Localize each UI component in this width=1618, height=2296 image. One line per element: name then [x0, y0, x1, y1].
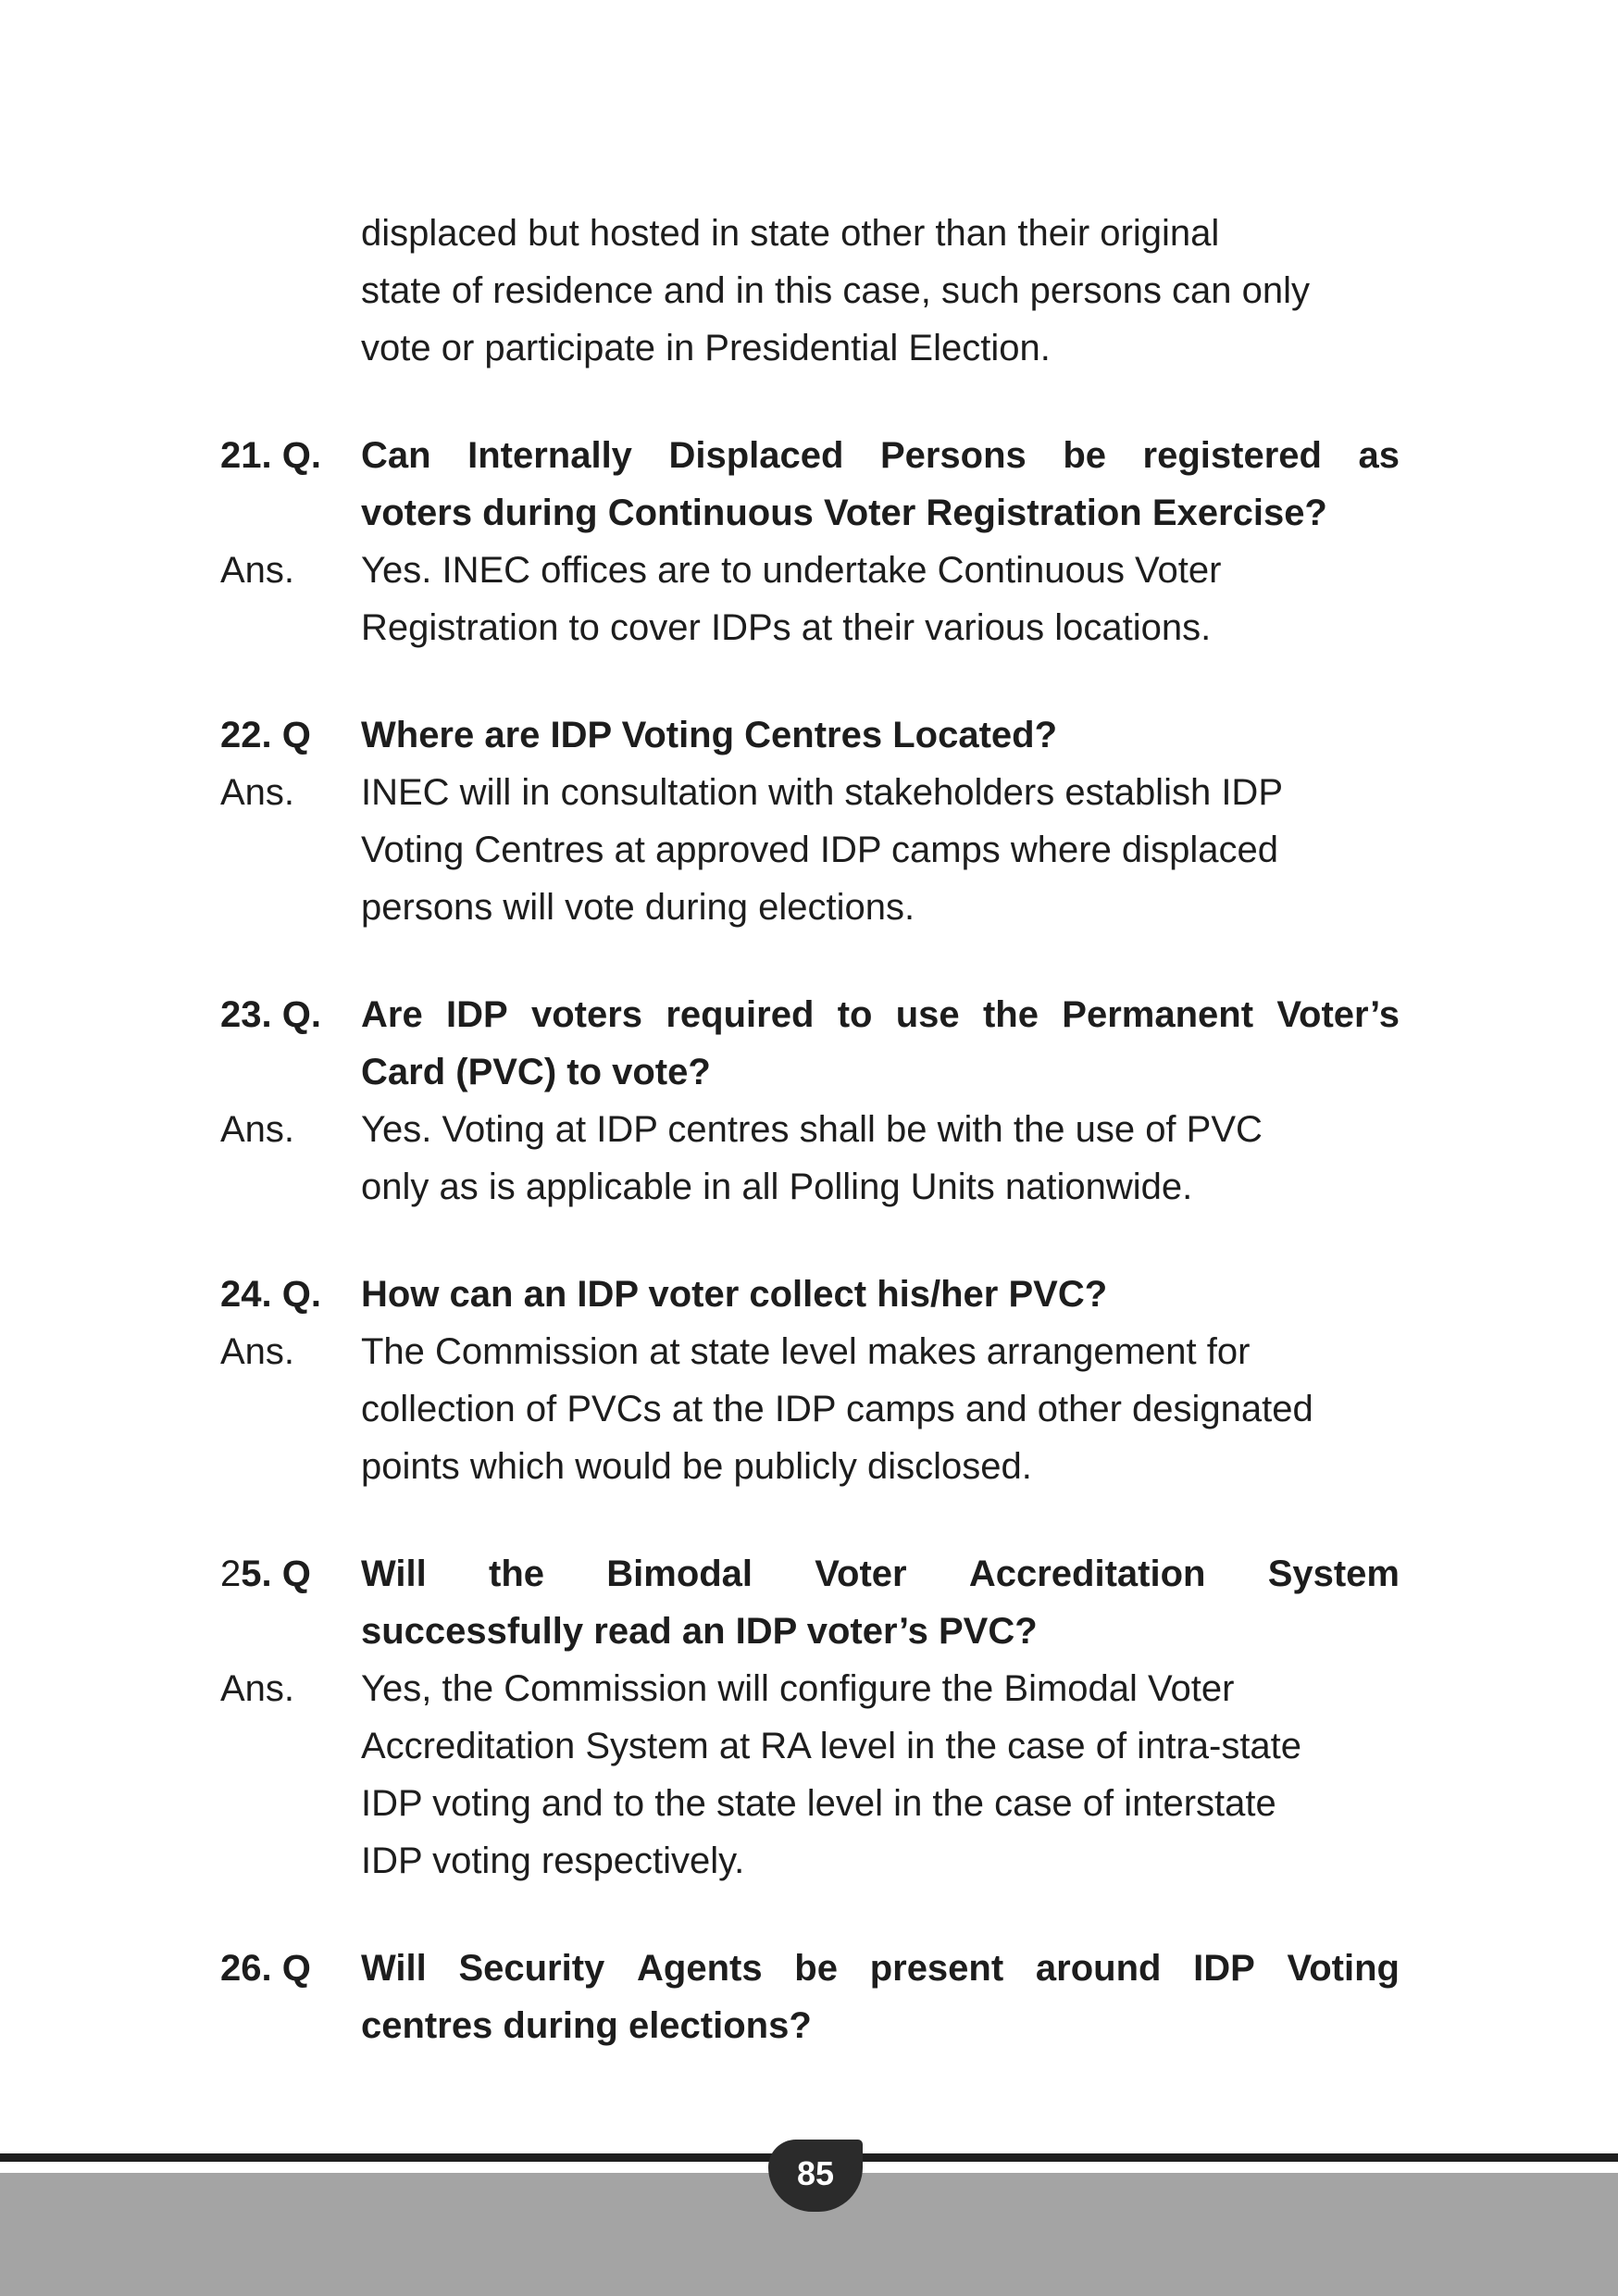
qa-block — [220, 986, 1400, 1216]
question-line — [361, 1940, 1400, 1997]
question-number-label — [220, 427, 321, 484]
question-line: successfully read an IDP voter’s PVC? — [361, 1611, 1038, 1652]
question-word: use — [895, 994, 960, 1035]
question-word: Displaced — [668, 435, 844, 476]
question-number: 22. Q — [220, 715, 311, 755]
qa-block — [220, 427, 1400, 656]
answer-line: INEC will in consultation with stakeholders establish IDP — [361, 772, 1283, 813]
question-word: System — [1267, 1554, 1400, 1594]
question-word: as — [1358, 435, 1400, 476]
question-line: Where are IDP Voting Centres Located? — [361, 715, 1058, 755]
question-line — [361, 986, 1400, 1043]
paragraph-line: displaced but hosted in state other than their original — [361, 213, 1220, 254]
question-number-label — [220, 1545, 311, 1603]
answer-line: only as is applicable in all Polling Units nationwide. — [361, 1167, 1193, 1207]
continuation-paragraph — [220, 205, 1400, 377]
qa-block — [220, 1545, 1400, 1890]
content-area — [220, 205, 1400, 2054]
question-word: Persons — [879, 435, 1027, 476]
question-line: voters during Continuous Voter Registration Exercise? — [361, 493, 1327, 533]
answer-label: Ans. — [220, 550, 295, 591]
question-line — [361, 427, 1400, 484]
answer-line: IDP voting respectively. — [361, 1841, 745, 1881]
question-word: IDP — [446, 994, 508, 1035]
question-number: 5. Q — [241, 1554, 311, 1594]
question-number: 24. Q. — [220, 1274, 321, 1315]
paragraph-line: state of residence and in this case, such persons can only — [361, 270, 1311, 311]
question-line — [361, 1545, 1400, 1603]
answer-line: Registration to cover IDPs at their various locations. — [361, 607, 1212, 648]
question-word: Internally — [467, 435, 632, 476]
qa-block — [220, 1266, 1400, 1495]
question-line: How can an IDP voter collect his/her PVC? — [361, 1274, 1108, 1315]
answer-label: Ans. — [220, 1109, 295, 1150]
answer-line: Yes, the Commission will configure the Bimodal Voter — [361, 1668, 1235, 1709]
question-word: Will — [361, 1554, 427, 1594]
question-word: Accreditation — [968, 1554, 1206, 1594]
question-word: Will — [361, 1948, 427, 1989]
question-word: required — [666, 994, 815, 1035]
paragraph-line: vote or participate in Presidential Election. — [361, 328, 1051, 368]
answer-line: IDP voting and to the state level in the case of interstate — [361, 1783, 1276, 1824]
question-word: Can — [361, 435, 431, 476]
question-word: IDP — [1193, 1948, 1255, 1989]
answer-line: Voting Centres at approved IDP camps where displaced — [361, 830, 1278, 870]
question-word: Voter’s — [1276, 994, 1400, 1035]
question-number-label — [220, 986, 321, 1043]
question-word: present — [869, 1948, 1004, 1989]
question-line: centres during elections? — [361, 2005, 812, 2046]
answer-label: Ans. — [220, 772, 295, 813]
qa-block — [220, 706, 1400, 936]
answer-line: persons will vote during elections. — [361, 887, 915, 928]
answer-line: Yes. INEC offices are to undertake Continuous Voter — [361, 550, 1222, 591]
question-number-label — [220, 1266, 321, 1323]
question-number: 26. Q — [220, 1948, 311, 1989]
question-word: be — [794, 1948, 838, 1989]
question-word: Voting — [1287, 1948, 1400, 1989]
question-word: to — [837, 994, 873, 1035]
question-word: the — [489, 1554, 544, 1594]
question-number-light: 2 — [220, 1554, 242, 1594]
answer-line: Yes. Voting at IDP centres shall be with the use of PVC — [361, 1109, 1263, 1150]
question-line: Card (PVC) to vote? — [361, 1052, 711, 1092]
question-word: Voter — [815, 1554, 907, 1594]
question-word: Agents — [637, 1948, 763, 1989]
question-word: around — [1035, 1948, 1162, 1989]
question-word: Permanent — [1062, 994, 1254, 1035]
answer-label: Ans. — [220, 1331, 295, 1372]
question-word: Security — [458, 1948, 605, 1989]
answer-line: The Commission at state level makes arrangement for — [361, 1331, 1251, 1372]
answer-line: collection of PVCs at the IDP camps and other designated — [361, 1389, 1313, 1429]
question-word: registered — [1142, 435, 1322, 476]
qa-block — [220, 1940, 1400, 2054]
question-number-label — [220, 706, 311, 764]
question-number: 23. Q. — [220, 994, 321, 1035]
question-word: be — [1063, 435, 1106, 476]
question-word: Bimodal — [606, 1554, 753, 1594]
answer-label: Ans. — [220, 1668, 295, 1709]
question-number: 21. Q. — [220, 435, 321, 476]
page-number: 85 — [796, 2154, 835, 2192]
answer-line: Accreditation System at RA level in the case of intra-state — [361, 1726, 1302, 1766]
question-word: Are — [361, 994, 423, 1035]
question-word: the — [982, 994, 1039, 1035]
question-word: voters — [530, 994, 643, 1035]
question-number-label — [220, 1940, 311, 1997]
answer-line: points which would be publicly disclosed. — [361, 1446, 1032, 1487]
